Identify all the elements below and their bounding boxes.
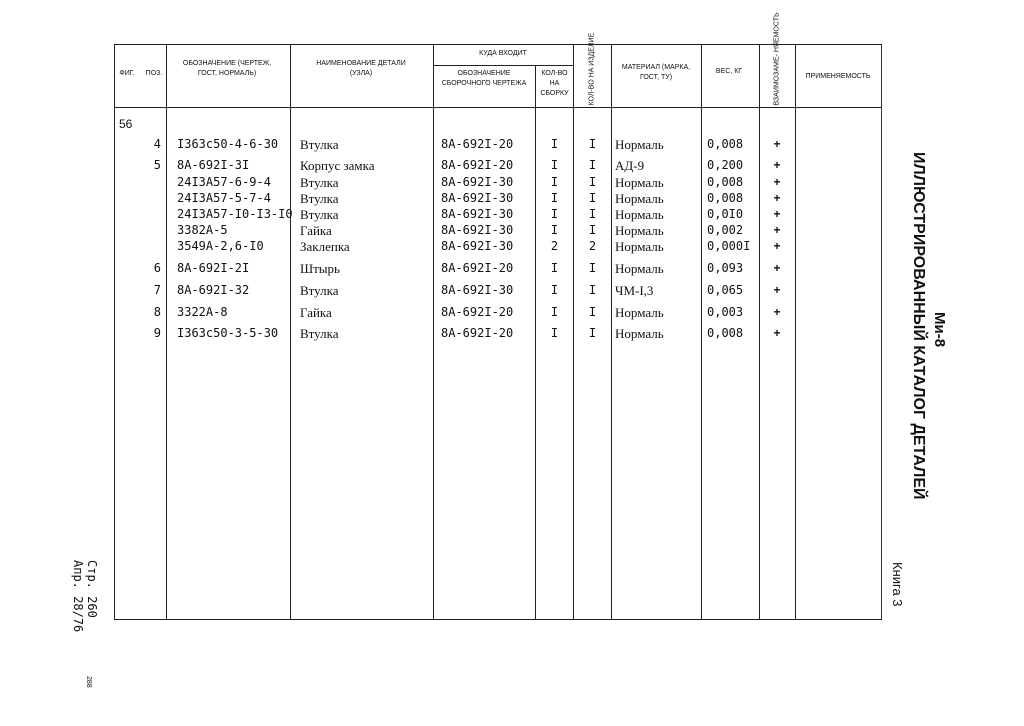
part-name: Заклепка (300, 239, 350, 254)
header-assembly-designation: ОБОЗНАЧЕНИЕ СБОРОЧНОГО ЧЕРТЕЖА (441, 70, 527, 87)
weight: 0,008 (707, 191, 744, 205)
part-designation: 24I3A57-5-7-4 (177, 191, 271, 205)
weight: 0,008 (707, 175, 744, 189)
weight: 0,002 (707, 223, 744, 237)
part-designation: 8A-692I-32 (177, 283, 250, 297)
header-where-used: КУДА ВХОДИТ (479, 50, 527, 57)
qty-per-product: I (588, 283, 597, 297)
material: Нормаль (615, 207, 664, 222)
interchangeability: + (773, 239, 781, 253)
qty-per-product: I (588, 207, 597, 221)
interchangeability: + (773, 158, 781, 172)
catalog-code-text: Ми-8 (931, 312, 948, 348)
assembly-drawing: 8A-692I-20 (441, 158, 514, 172)
position-number: 7 (153, 283, 161, 297)
position-number: 5 (153, 158, 161, 172)
stamp (85, 676, 92, 688)
material: ЧМ-I,3 (615, 283, 654, 298)
qty-per-product: I (588, 326, 597, 340)
weight: 0,065 (707, 283, 744, 297)
qty-per-product: I (588, 137, 597, 151)
figure-number: 56 (119, 117, 133, 131)
assembly-drawing: 8A-692I-30 (441, 191, 514, 205)
material: Нормаль (615, 223, 664, 238)
material: Нормаль (615, 191, 664, 206)
catalog-code (930, 312, 948, 347)
qty-per-assembly: I (550, 261, 559, 275)
part-designation: I363c50-4-6-30 (177, 137, 279, 151)
weight: 0,008 (707, 326, 744, 340)
interchangeability: + (773, 137, 781, 151)
interchangeability: + (773, 191, 781, 205)
assembly-drawing: 8A-692I-20 (441, 326, 514, 340)
book-number (888, 562, 906, 607)
catalog-title-text: ИЛЛЮСТРИРОВАННЫЙ КАТАЛОГ ДЕТАЛЕЙ (910, 152, 927, 500)
qty-per-assembly: I (550, 305, 559, 319)
header-applicability: ПРИМЕНЯЕМОСТЬ (805, 73, 871, 80)
revision-date: Апр. 28/76 (71, 560, 85, 633)
header-fig: ФИГ. (119, 70, 135, 77)
qty-per-product: I (588, 261, 597, 275)
part-designation: 24I3A57-I0-I3-I0 (177, 207, 293, 221)
header-qty-assembly: КОЛ-ВО НА СБОРКУ (540, 70, 569, 97)
assembly-drawing: 8A-692I-20 (441, 261, 514, 275)
part-designation: 3549A-2,6-I0 (177, 239, 264, 253)
material: Нормаль (615, 239, 664, 254)
qty-per-product: 2 (588, 239, 597, 253)
interchangeability: + (773, 207, 781, 221)
part-name: Втулка (300, 326, 339, 341)
page-number: Стр. 260 (85, 560, 99, 618)
part-designation: 3322A-8 (177, 305, 228, 319)
part-designation: I363c50-3-5-30 (177, 326, 279, 340)
header-interchangeability: ВЗАИМОЗАМЕ- НЯЕМОСТЬ (773, 12, 781, 106)
assembly-drawing: 8A-692I-30 (441, 223, 514, 237)
interchangeability: + (773, 261, 781, 275)
qty-per-assembly: I (550, 175, 559, 189)
assembly-drawing: 8A-692I-20 (441, 137, 514, 151)
header-pos: ПОЗ. (145, 70, 163, 77)
part-designation: 24I3A57-6-9-4 (177, 175, 271, 189)
qty-per-assembly: I (550, 158, 559, 172)
assembly-drawing: 8A-692I-30 (441, 283, 514, 297)
qty-per-assembly: I (550, 137, 559, 151)
material: Нормаль (615, 137, 664, 152)
qty-per-product: I (588, 305, 597, 319)
book-number-text: Книга 3 (890, 562, 905, 607)
parts-table (114, 12, 882, 620)
part-name: Втулка (300, 207, 339, 222)
header-material: МАТЕРИАЛ (МАРКА, ГОСТ, ТУ) (621, 64, 691, 81)
part-name: Втулка (300, 175, 339, 190)
interchangeability: + (773, 305, 781, 319)
part-designation: 8A-692I-2I (177, 261, 250, 275)
qty-per-assembly: I (550, 223, 559, 237)
material: Нормаль (615, 261, 664, 276)
qty-per-product: I (588, 223, 597, 237)
qty-per-product: I (588, 191, 597, 205)
weight: 0,000I (707, 239, 751, 253)
qty-per-assembly: I (550, 191, 559, 205)
weight: 0,003 (707, 305, 744, 319)
interchangeability: + (773, 175, 781, 189)
qty-per-assembly: I (550, 326, 559, 340)
material: Нормаль (615, 175, 664, 190)
position-number: 9 (153, 326, 161, 340)
position-number: 8 (153, 305, 161, 319)
qty-per-assembly: 2 (550, 239, 559, 253)
weight: 0,0I0 (707, 207, 744, 221)
material: Нормаль (615, 326, 664, 341)
part-name: Втулка (300, 137, 339, 152)
part-name: Штырь (300, 261, 340, 276)
weight: 0,008 (707, 137, 744, 151)
assembly-drawing: 8A-692I-20 (441, 305, 514, 319)
qty-per-product: I (588, 158, 597, 172)
material: Нормаль (615, 305, 664, 320)
part-name: Гайка (300, 223, 332, 238)
catalog-title (909, 152, 927, 500)
part-name: Втулка (300, 283, 339, 298)
part-designation: 8A-692I-3I (177, 158, 250, 172)
page-info (71, 560, 99, 632)
interchangeability: + (773, 326, 781, 340)
position-number: 4 (153, 137, 161, 151)
weight: 0,093 (707, 261, 744, 275)
header-weight: ВЕС, КГ (715, 68, 743, 75)
stamp-text: 288 (85, 676, 92, 688)
header-qty-product: КОЛ-ВО НА ИЗДЕЛИЕ (588, 32, 596, 106)
qty-per-assembly: I (550, 207, 559, 221)
qty-per-assembly: I (550, 283, 559, 297)
part-designation: 3382A-5 (177, 223, 228, 237)
part-name: Корпус замка (300, 158, 375, 173)
weight: 0,200 (707, 158, 744, 172)
assembly-drawing: 8A-692I-30 (441, 239, 514, 253)
position-number: 6 (153, 261, 161, 275)
assembly-drawing: 8A-692I-30 (441, 175, 514, 189)
assembly-drawing: 8A-692I-30 (441, 207, 514, 221)
interchangeability: + (773, 283, 781, 297)
part-name: Втулка (300, 191, 339, 206)
part-name: Гайка (300, 305, 332, 320)
interchangeability: + (773, 223, 781, 237)
material: АД-9 (615, 158, 645, 173)
qty-per-product: I (588, 175, 597, 189)
header-name: НАИМЕНОВАНИЕ ДЕТАЛИ (УЗЛА) (316, 60, 406, 77)
header-designation: ОБОЗНАЧЕНИЕ (ЧЕРТЕЖ, ГОСТ, НОРМАЛЬ) (182, 60, 272, 77)
